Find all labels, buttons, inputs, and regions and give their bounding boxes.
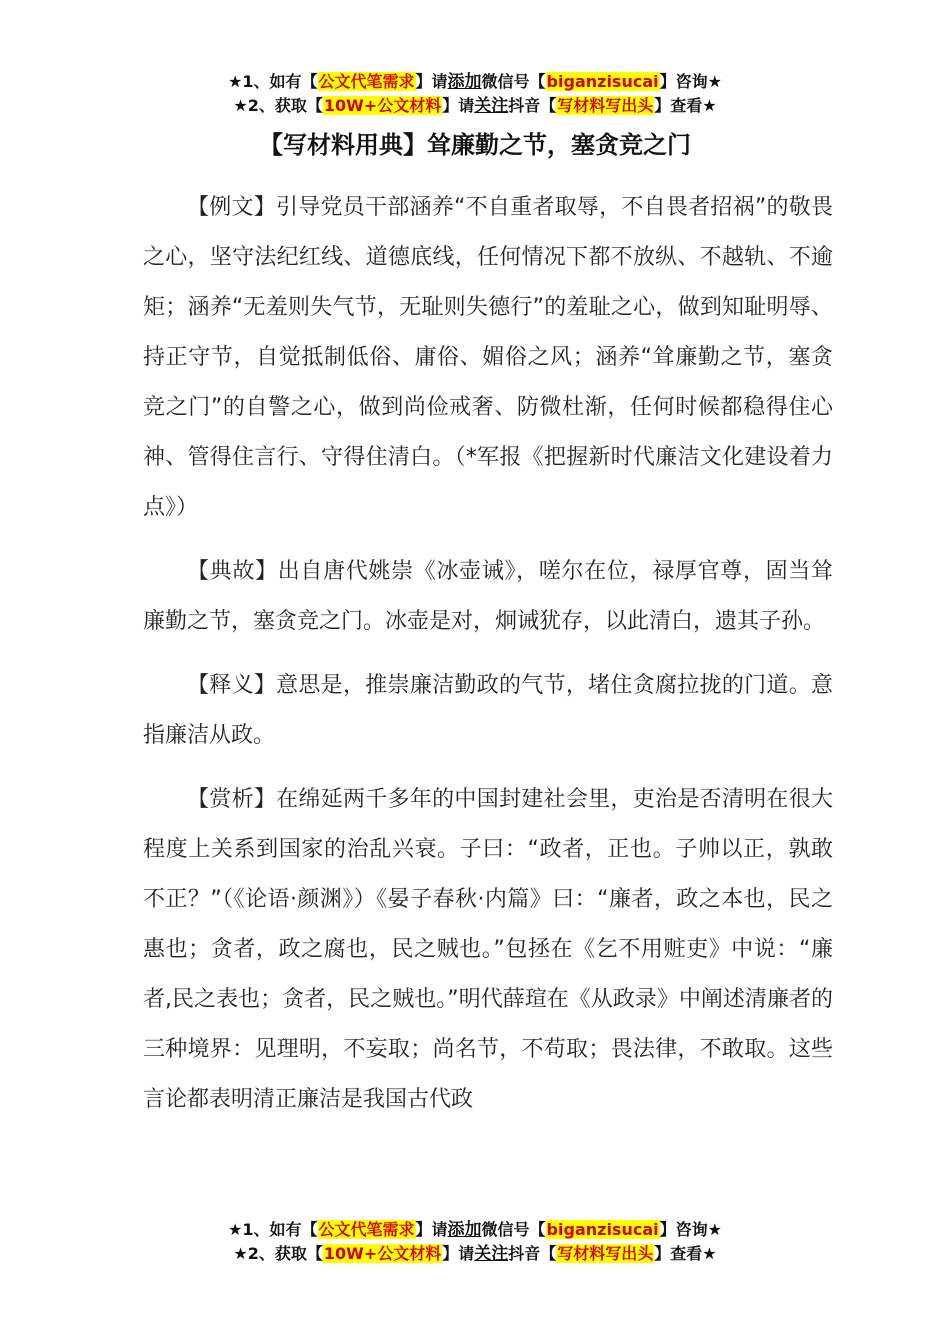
header-banner	[0, 70, 950, 118]
banner-text: ★2、获取【	[233, 96, 323, 115]
highlight-materials: 10W+公文材料	[323, 1244, 442, 1263]
highlight-materials: 10W+公文材料	[323, 96, 442, 115]
banner-text: 微信号【	[481, 72, 546, 91]
banner-emphasis: 添加	[447, 1220, 482, 1240]
banner-text: 】请	[442, 96, 475, 115]
banner-text: 】查看★	[654, 1244, 717, 1263]
highlight-service: 公文代笔需求	[318, 1220, 415, 1239]
banner-text: 】咨询★	[659, 1220, 722, 1239]
highlight-service: 公文代笔需求	[318, 72, 415, 91]
banner-text: 】请	[442, 1244, 475, 1263]
banner-line-1	[0, 70, 950, 94]
banner-text: 抖音【	[508, 96, 557, 115]
banner-emphasis: 关注	[474, 1244, 509, 1264]
banner-text: 微信号【	[481, 1220, 546, 1239]
banner-text: ★1、如有【	[228, 1220, 318, 1239]
highlight-wechat-id: biganzisucai	[546, 1220, 659, 1239]
banner-line-1	[0, 1218, 950, 1242]
paragraph-example: 【例文】引导党员干部涵养“不自重者取辱，不自畏者招祸”的敬畏之心，坚守法纪红线、道德底线，任何情况下都不放纵、不越轨、不逾矩；涵养“无羞则失气节，无耻则失德行”的羞耻之心，做到知耻明辱、持正守节，自觉抵制低俗、庸俗、媚俗之风；涵养“耸廉勤之节，塞贪竞之门”的自警之心，做到尚俭戒奢、防微杜渐，任何时候都稳得住心神、管得住言行、守得住清白。（*军报《把握新时代廉洁文化建设着力点》）	[143, 195, 833, 520]
paragraph-appreciation: 【赏析】在绵延两千多年的中国封建社会里，吏治是否清明在很大程度上关系到国家的治乱兴衰。子曰：“政者，正也。子帅以正，孰敢不正？”（《论语·颜渊》）《晏子春秋·内篇》曰：“廉者，政之本也，民之惠也；贪者，政之腐也，民之贼也。”包拯在《乞不用赃吏》中说：“廉者,民之表也；贪者，民之贼也。”明代薛瑄在《从政录》中阐述清廉者的三种境界：见理明，不妄取；尚名节，不苟取；畏法律，不敢取。这些言论都表明清正廉洁是我国古代政	[143, 787, 833, 1112]
document-body	[143, 183, 833, 1139]
paragraph-allusion: 【典故】出自唐代姚崇《冰壶诫》，嗟尔在位，禄厚官尊，固当耸廉勤之节，塞贪竞之门。冰壶是对，炯诫犹存，以此清白，遗其子孙。	[143, 559, 833, 634]
banner-text: ★1、如有【	[228, 72, 318, 91]
banner-text: 抖音【	[508, 1244, 557, 1263]
highlight-wechat-id: biganzisucai	[546, 72, 659, 91]
highlight-douyin-account: 写材料写出头	[557, 1244, 654, 1263]
banner-line-2	[0, 94, 950, 118]
banner-emphasis: 添加	[447, 72, 482, 92]
banner-emphasis: 关注	[474, 96, 509, 116]
banner-line-2	[0, 1242, 950, 1266]
banner-text: 】请	[415, 72, 448, 91]
banner-text: 】查看★	[654, 96, 717, 115]
paragraph-meaning: 【释义】意思是，推崇廉洁勤政的气节，堵住贪腐拉拢的门道。意指廉洁从政。	[143, 673, 833, 748]
banner-text: 】请	[415, 1220, 448, 1239]
banner-text: 】咨询★	[659, 72, 722, 91]
highlight-douyin-account: 写材料写出头	[557, 96, 654, 115]
document-title: 【写材料用典】耸廉勤之节，塞贪竞之门	[259, 131, 691, 159]
footer-banner	[0, 1218, 950, 1266]
banner-text: ★2、获取【	[233, 1244, 323, 1263]
